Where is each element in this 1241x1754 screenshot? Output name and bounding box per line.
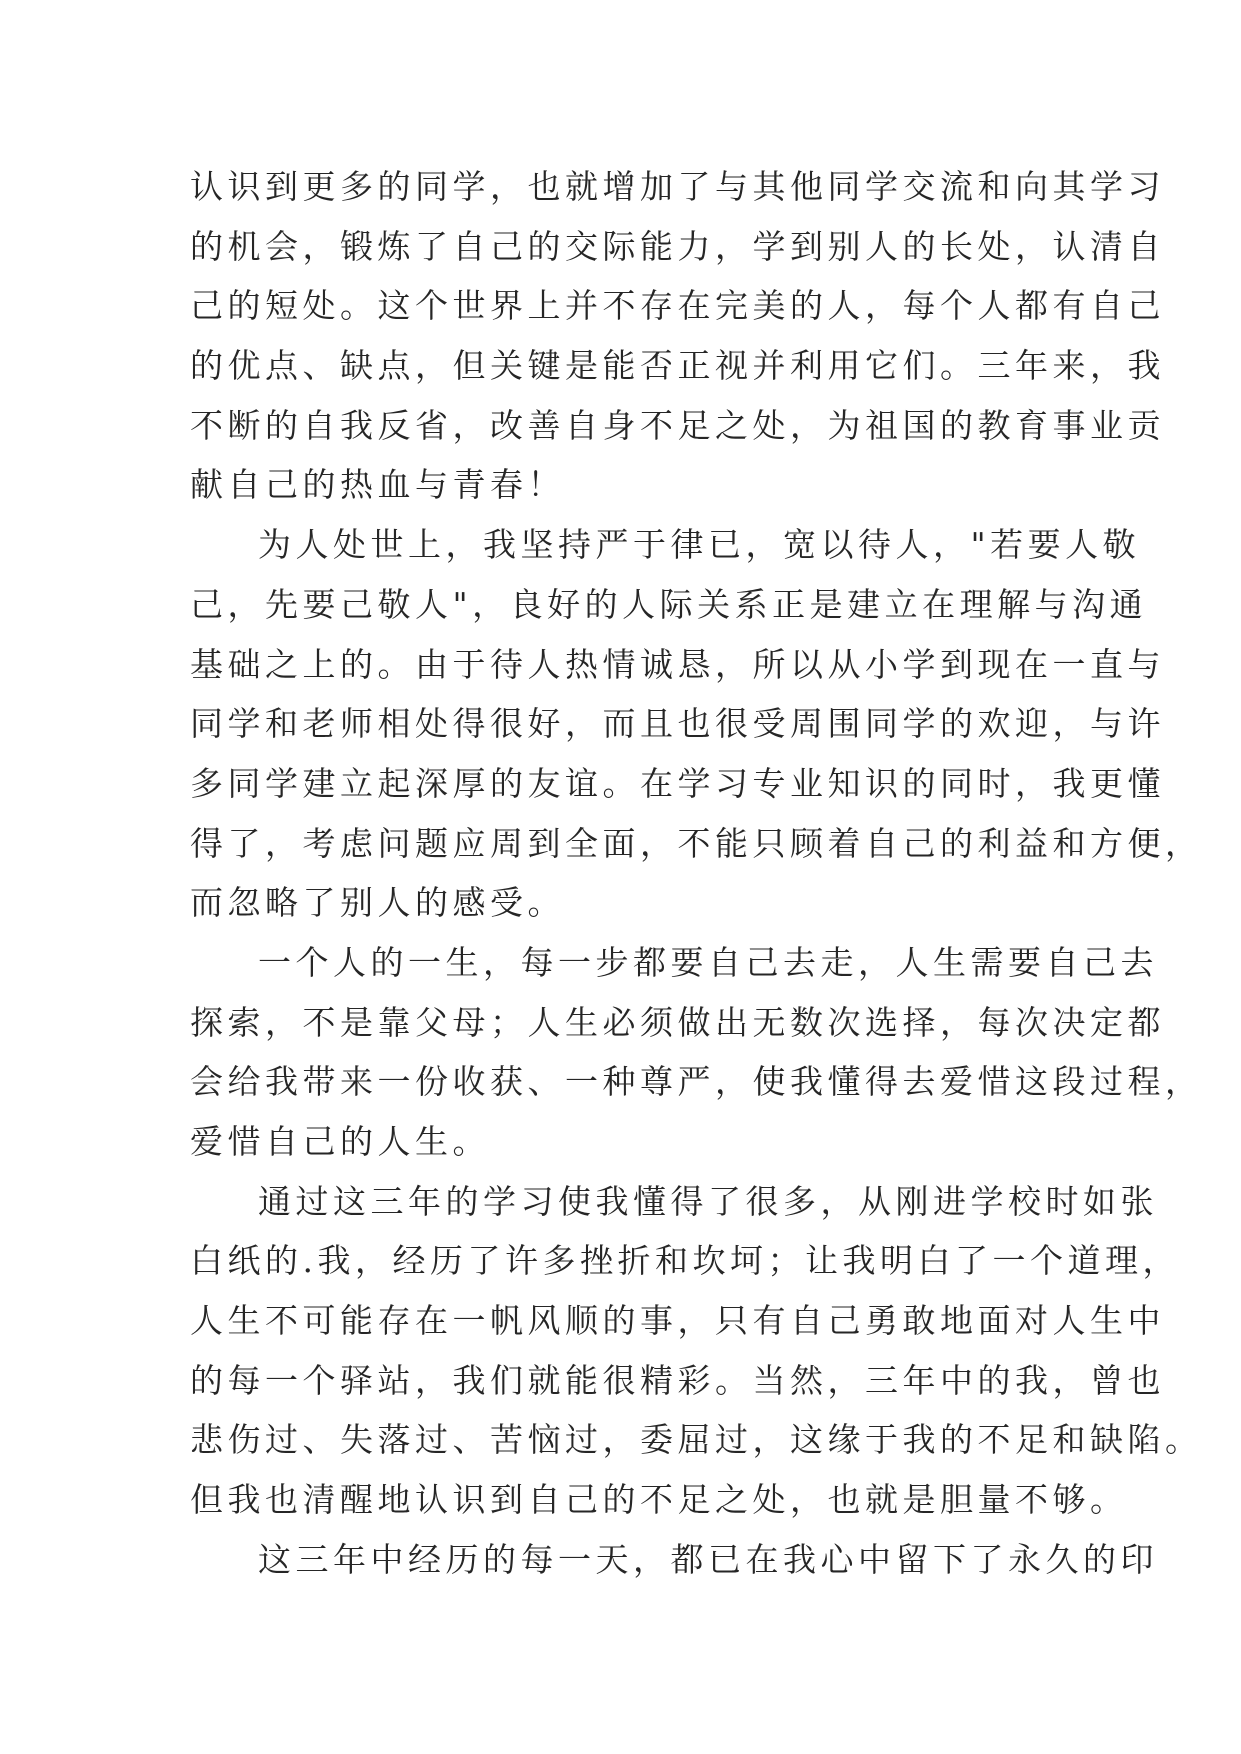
text-line: 爱惜自己的人生。 [190, 1122, 490, 1161]
text-line: 己，先要己敬人"，良好的人际关系正是建立在理解与沟通 [190, 584, 1148, 624]
paragraph-start-line: 这三年中经历的每一天，都已在我心中留下了永久的印 [258, 1539, 1158, 1579]
text-line: 多同学建立起深厚的友谊。在学习专业知识的同时，我更懂 [190, 763, 1165, 803]
text-line: 得了，考虑问题应周到全面，不能只顾着自己的利益和方便， [190, 823, 1203, 863]
text-line: 不断的自我反省，改善自身不足之处，为祖国的教育事业贡 [190, 405, 1165, 445]
text-line: 会给我带来一份收获、一种尊严，使我懂得去爱惜这段过程， [190, 1062, 1203, 1102]
paragraph-start-line: 一个人的一生，每一步都要自己去走，人生需要自己去 [258, 942, 1158, 982]
paragraph-start-line: 通过这三年的学习使我懂得了很多，从刚进学校时如张 [258, 1181, 1158, 1221]
text-line: 白纸的.我，经历了许多挫折和坎坷；让我明白了一个道理， [190, 1241, 1180, 1281]
paragraph-start-line: 为人处世上，我坚持严于律已，宽以待人，"若要人敬 [258, 525, 1141, 565]
text-line: 的每一个驿站，我们就能很精彩。当然，三年中的我，曾也 [190, 1360, 1165, 1400]
text-line: 人生不可能存在一帆风顺的事，只有自己勇敢地面对人生中 [190, 1301, 1165, 1341]
text-line: 的机会，锻炼了自己的交际能力，学到别人的长处，认清自 [190, 226, 1165, 266]
text-line: 悲伤过、失落过、苦恼过，委屈过，这缘于我的不足和缺陷。 [190, 1420, 1203, 1460]
body-text [190, 157, 1203, 1590]
text-line: 但我也清醒地认识到自己的不足之处，也就是胆量不够。 [190, 1480, 1128, 1520]
text-line: 而忽略了别人的感受。 [190, 883, 565, 923]
text-line: 认识到更多的同学，也就增加了与其他同学交流和向其学习 [190, 167, 1165, 206]
text-line: 基础之上的。由于待人热情诚恳，所以从小学到现在一直与 [190, 644, 1165, 684]
text-line: 同学和老师相处得很好，而且也很受周围同学的欢迎，与许 [190, 704, 1165, 744]
text-line: 己的短处。这个世界上并不存在完美的人，每个人都有自己 [190, 286, 1165, 326]
text-line: 的优点、缺点，但关键是能否正视并利用它们。三年来，我 [190, 346, 1165, 386]
text-line: 探索，不是靠父母；人生必须做出无数次选择，每次决定都 [190, 1002, 1165, 1042]
text-line: 献自己的热血与青春！ [190, 465, 565, 505]
